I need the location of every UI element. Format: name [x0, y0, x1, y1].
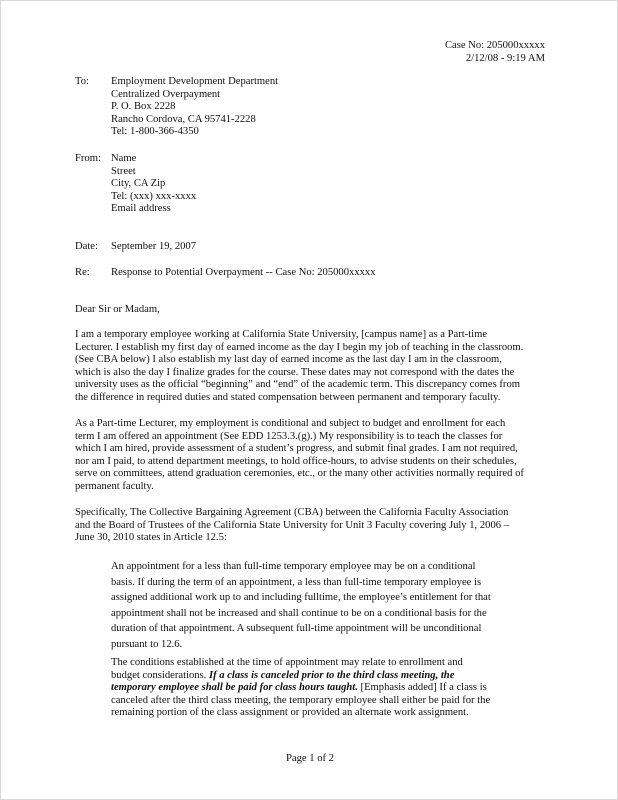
- paragraph-line: serve on committees, attend graduation ceremonies, etc., or the many other activities normally required of: [75, 468, 524, 480]
- from-address: [111, 153, 196, 216]
- from-line: Tel: (xxx) xxx-xxxx: [111, 190, 197, 202]
- article-quote-2: [111, 657, 503, 720]
- paragraph-line: nor am I paid, to attend department meetings, to hold office-hours, to advise students on their schedules,: [75, 455, 517, 467]
- to-label: To:: [75, 76, 89, 87]
- from-line: Email address: [111, 203, 171, 215]
- paragraph-line: As a Part-time Lecturer, my employment is conditional and subject to budget and enrollment for each: [75, 418, 506, 429]
- from-line: Name: [111, 153, 137, 164]
- quote-line: [111, 682, 503, 695]
- quote-line: The conditions established at the time of appointment may relate to enrollment and: [111, 657, 463, 668]
- paragraph-line: I am a temporary employee working at California State University, [campus name] as a Part-time: [75, 329, 488, 340]
- quote-line: remaining portion of the class assignment or provided an alternate work assignment.: [111, 707, 469, 719]
- paragraph-line: June 30, 2010 states in Article 12.5:: [75, 532, 227, 544]
- date-label: Date:: [75, 241, 98, 252]
- quote-line: pursuant to 12.6.: [111, 638, 183, 650]
- page-number: Page 1 of 2: [286, 753, 334, 764]
- quote-line: appointment shall not be increased and shall continue to be on a conditional basis for the: [111, 607, 487, 619]
- to-line: P. O. Box 2228: [111, 101, 176, 113]
- quote-text: budget considerations.: [111, 669, 209, 681]
- re-label: Re:: [75, 267, 90, 278]
- paragraph-line: permanent faculty.: [75, 480, 154, 492]
- paragraph-line: university uses as the official “beginning” and “end” of the academic term. This discrepancy comes from: [75, 379, 520, 391]
- paragraph-line: which is also the day I finalize grades for the course. These dates may not correspond with the dates the: [75, 366, 515, 378]
- article-quote-1: [111, 559, 503, 653]
- quote-line: basis. If during the term of an appointment, a less than full-time temporary employee is: [111, 576, 482, 588]
- to-line: Tel: 1-800-366-4350: [111, 126, 199, 138]
- from-line: City, CA Zip: [111, 178, 166, 190]
- paragraph-line: the difference in required duties and stated compensation between permanent and temporary faculty.: [75, 391, 501, 403]
- paragraph-1: [75, 329, 545, 405]
- paragraph-line: term I am offered an appointment (See EDD 1253.3.(g).) My responsibility is to teach the classes for: [75, 430, 503, 442]
- paragraph-line: (See CBA below) I also establish my last day of earned income as the last day I am in the classroom,: [75, 354, 502, 366]
- quote-text: [Emphasis added] If a class is: [357, 682, 487, 694]
- to-line: Centralized Overpayment: [111, 88, 221, 100]
- quote-line: [111, 670, 503, 683]
- paragraph-2: [75, 418, 545, 494]
- salutation: Dear Sir or Madam,: [75, 304, 160, 315]
- case-header: [361, 40, 545, 65]
- paragraph-line: which I am hired, provide assessment of a student’s progress, and submit final grades. I am not required,: [75, 443, 518, 455]
- date-value: September 19, 2007: [111, 241, 197, 252]
- from-line: Street: [111, 165, 136, 177]
- paragraph-line: Specifically, The Collective Bargaining Agreement (CBA) between the California Faculty Association: [75, 507, 509, 518]
- paragraph-line: and the Board of Trustees of the California State University for Unit 3 Faculty covering July 1, 2006 –: [75, 519, 509, 531]
- quote-line: duration of that appointment. A subsequent full-time appointment will be unconditional: [111, 623, 482, 635]
- paragraph-line: Lecturer. I establish my first day of earned income as the day I begin my job of teaching in the classroom.: [75, 341, 524, 353]
- re-value: Response to Potential Overpayment -- Case No: 205000xxxxx: [111, 267, 376, 278]
- quote-line: assigned additional work up to and including fulltime, the employee’s entitlement for that: [111, 592, 491, 604]
- quote-line: An appointment for a less than full-time temporary employee may be on a conditional: [111, 561, 476, 572]
- emphasis-text: If a class is canceled prior to the third class meeting, the: [208, 669, 455, 681]
- quote-line: canceled after the third class meeting, the temporary employee shall either be paid for the: [111, 694, 491, 706]
- to-address: [111, 76, 278, 139]
- paragraph-3: [75, 507, 545, 545]
- to-line: Employment Development Department: [111, 76, 279, 87]
- case-datetime: 2/12/08 - 9:19 AM: [465, 52, 545, 64]
- emphasis-text: temporary employee shall be paid for class hours taught.: [111, 682, 358, 694]
- from-label: From:: [75, 153, 101, 164]
- case-number: Case No: 205000xxxxx: [444, 40, 545, 51]
- to-line: Rancho Cordova, CA 95741-2228: [111, 113, 256, 125]
